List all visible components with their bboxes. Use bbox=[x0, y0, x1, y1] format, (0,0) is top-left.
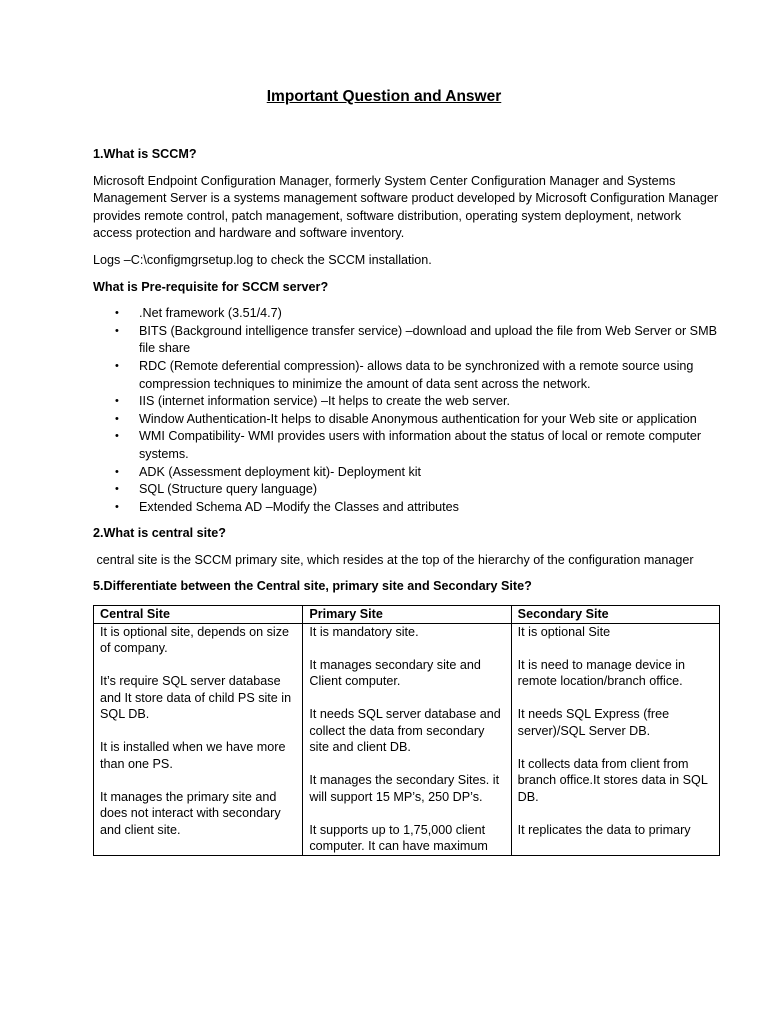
q5-heading: 5.Differentiate between the Central site, primary site and Secondary Site? bbox=[93, 579, 532, 594]
list-item bbox=[115, 305, 723, 323]
cell-line: It’s require SQL server database and It store data of child PS site in SQL DB. bbox=[100, 674, 292, 722]
cell-line: It supports up to 1,75,000 client computer. It can have maximum bbox=[309, 822, 488, 854]
cell-line: It needs SQL server database and collect the data from secondary site and client DB. bbox=[309, 707, 501, 755]
page-title: Important Question and Answer bbox=[266, 88, 502, 105]
list-item bbox=[115, 481, 723, 499]
list-item-text: ADK (Assessment deployment kit)- Deployment kit bbox=[139, 464, 422, 479]
list-item-text: SQL (Structure query language) bbox=[139, 482, 318, 497]
q2-heading: 2.What is central site? bbox=[93, 526, 226, 541]
bullet-icon: • bbox=[115, 430, 119, 443]
bullet-icon: • bbox=[115, 465, 119, 478]
list-item-text: WMI Compatibility- WMI provides users with information about the status of local or remote computer systems. bbox=[139, 429, 702, 461]
document-body bbox=[93, 146, 723, 856]
comparison-table bbox=[93, 605, 720, 856]
cell-line: It manages secondary site and Client computer. bbox=[309, 657, 481, 689]
list-item bbox=[115, 411, 723, 429]
list-item-text: RDC (Remote deferential compression)- allows data to be synchronized with a remote source using compression techniques to minimize the amount of data sent across the network. bbox=[139, 358, 694, 391]
bullet-icon: • bbox=[115, 324, 119, 337]
q2-answer: central site is the SCCM primary site, which resides at the top of the hierarchy of the configuration manager bbox=[93, 552, 694, 567]
list-item bbox=[115, 499, 723, 517]
bullet-icon: • bbox=[115, 359, 119, 372]
list-item bbox=[115, 323, 723, 358]
list-item bbox=[115, 393, 723, 411]
header-secondary-site: Secondary Site bbox=[511, 606, 719, 624]
list-item bbox=[115, 464, 723, 482]
bullet-icon: • bbox=[115, 483, 119, 496]
cell-line: It is need to manage device in remote location/branch office. bbox=[517, 657, 685, 689]
cell-line: It collects data from client from branch office.It stores data in SQL DB. bbox=[517, 756, 708, 804]
list-item-text: Extended Schema AD –Modify the Classes and attributes bbox=[139, 499, 459, 514]
cell-line: It manages the primary site and does not interact with secondary and client site. bbox=[100, 789, 281, 837]
list-item-text: Window Authentication-It helps to disable Anonymous authentication for your Web site or application bbox=[139, 411, 697, 426]
list-item bbox=[115, 428, 723, 463]
secondary-site-cell bbox=[511, 623, 719, 855]
cell-line: It replicates the data to primary bbox=[517, 822, 691, 837]
header-central-site: Central Site bbox=[94, 606, 303, 624]
table-header-row bbox=[94, 606, 720, 624]
cell-line: It manages the secondary Sites. it will support 15 MP’s, 250 DP’s. bbox=[309, 773, 500, 804]
table-row bbox=[94, 623, 720, 855]
cell-line: It is installed when we have more than one PS. bbox=[100, 740, 286, 771]
q1-logs: Logs –C:\configmgrsetup.log to check the SCCM installation. bbox=[93, 252, 432, 267]
bullet-icon: • bbox=[115, 500, 119, 513]
bullet-icon: • bbox=[115, 395, 119, 408]
cell-line: It is optional Site bbox=[517, 624, 611, 639]
cell-line: It is optional site, depends on size of company. bbox=[100, 624, 290, 656]
list-item-text: BITS (Background intelligence transfer service) –download and upload the file from Web Server or SMB file share bbox=[139, 323, 717, 356]
prereq-heading: What is Pre-requisite for SCCM server? bbox=[93, 279, 329, 294]
bullet-icon: • bbox=[115, 412, 119, 425]
cell-line: It is mandatory site. bbox=[309, 624, 419, 639]
central-site-cell bbox=[94, 623, 303, 855]
header-primary-site: Primary Site bbox=[303, 606, 511, 624]
q1-answer: Microsoft Endpoint Configuration Manager, formerly System Center Configuration Manager and Systems Management Server is a systems management software product developed by Microsoft Configuration Manager provides remote control, patch management, software distribution, operating system deployment, network access protection and hardware and software inventory. bbox=[93, 173, 719, 241]
primary-site-cell bbox=[303, 623, 511, 855]
q1-heading: 1.What is SCCM? bbox=[93, 147, 197, 161]
list-item-text: IIS (internet information service) –It helps to create the web server. bbox=[139, 394, 510, 409]
list-item bbox=[115, 358, 723, 393]
cell-line: It needs SQL Express (free server)/SQL Server DB. bbox=[517, 707, 670, 738]
bullet-icon: • bbox=[115, 307, 119, 320]
list-item-text: .Net framework (3.51/4.7) bbox=[139, 306, 282, 321]
prereq-list bbox=[93, 305, 723, 516]
